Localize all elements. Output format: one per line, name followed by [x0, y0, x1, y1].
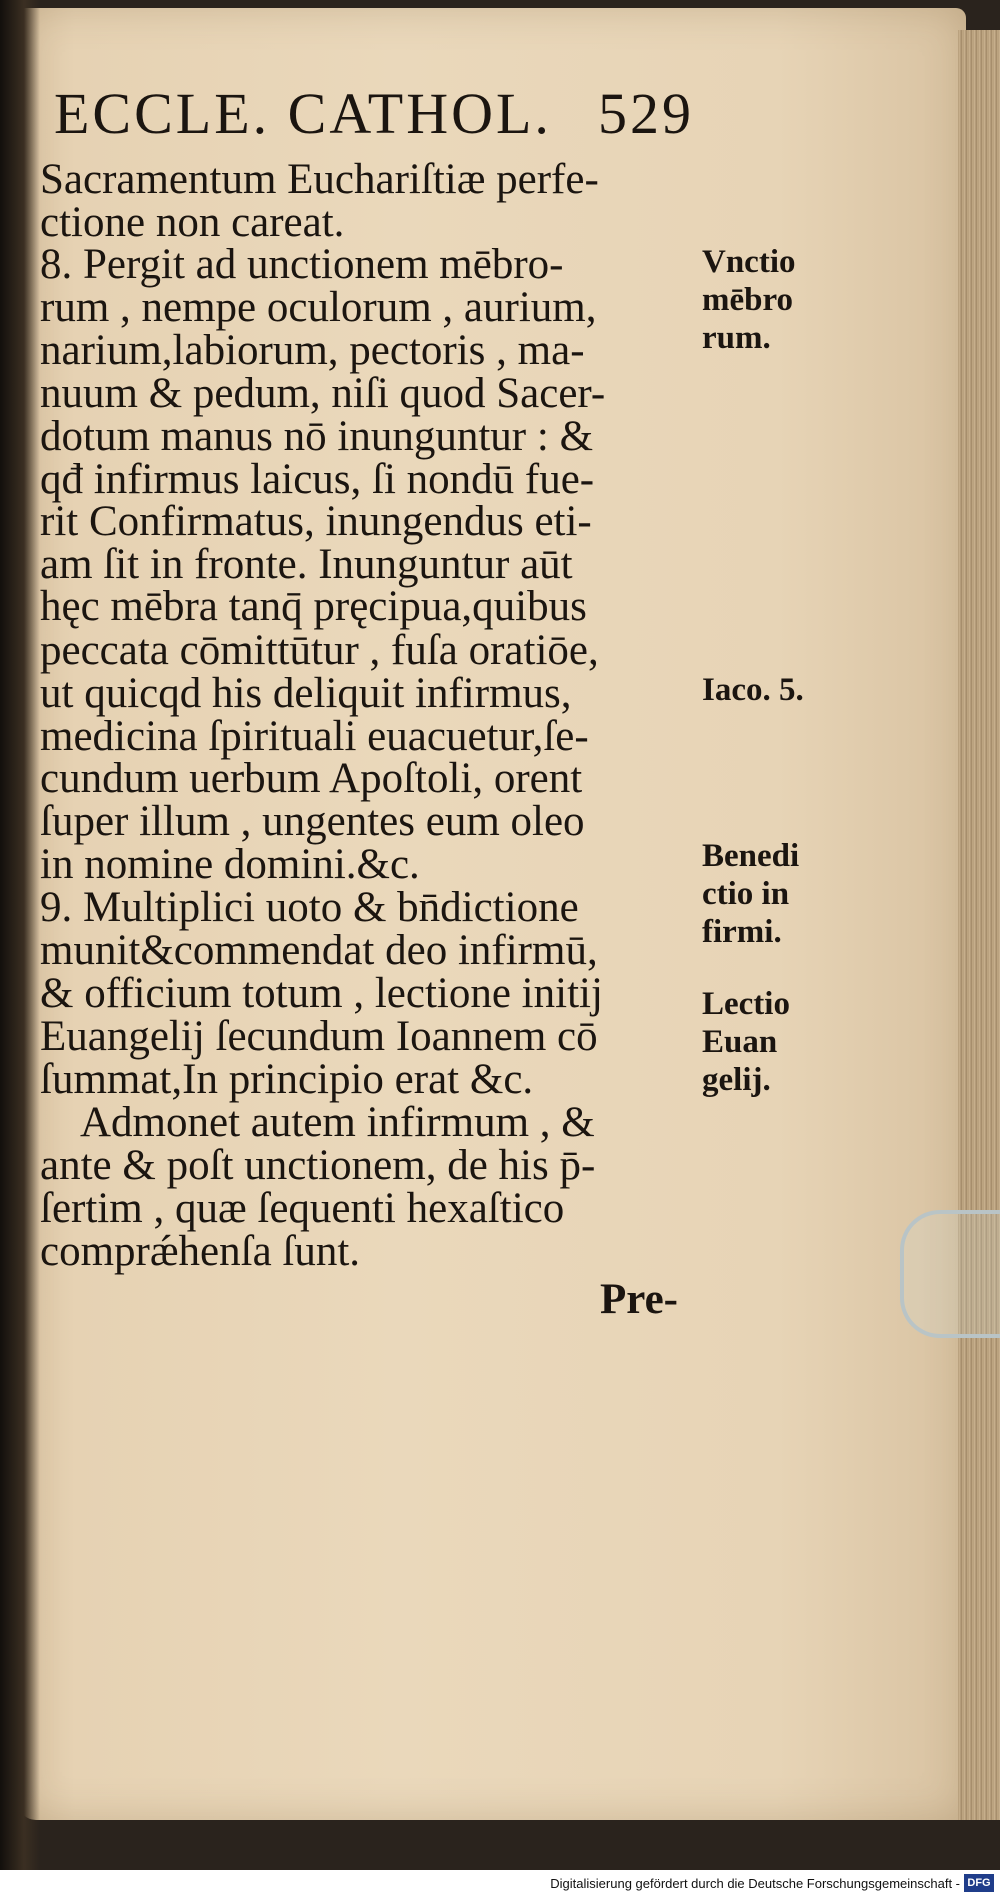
marginal-note: rum.: [702, 320, 771, 356]
dfg-logo: DFG: [964, 1874, 994, 1892]
catchword: Pre-: [600, 1276, 678, 1323]
text-line: ſertim , quæ ſequenti hexaſtico: [40, 1185, 565, 1232]
text-line: munit&commendat deo infirmū,: [40, 927, 598, 974]
marginal-note: firmi.: [702, 914, 782, 950]
marginal-note: ctio in: [702, 876, 790, 912]
text-line: 9. Multiplici uoto & bn̄dictione: [40, 884, 579, 931]
text-line: dotum manus nō inunguntur : &: [40, 413, 594, 460]
text-line: comprǽhenſa ſunt.: [40, 1228, 361, 1275]
marginal-note: Euan: [702, 1024, 778, 1060]
text-line: ante & poſt unctionem, de his p̄-: [40, 1142, 596, 1189]
text-line: Sacramentum Euchariſtiæ perfe-: [40, 156, 599, 203]
text-line: & officium totum , lectione initij: [40, 970, 603, 1017]
text-line: qđ infirmus laicus, ſi nondū fue-: [40, 456, 595, 503]
marginal-note: Iaco. 5.: [702, 672, 804, 708]
marginal-note: gelij.: [702, 1062, 771, 1098]
text-line: Admonet autem infirmum , &: [80, 1099, 595, 1146]
marginal-note: Benedi: [702, 838, 800, 874]
text-line: hęc mēbra tanq̄ pręcipua,quibus: [40, 583, 587, 630]
text-line: ſummat,In principio erat &c.: [40, 1056, 534, 1103]
text-line: nuum & pedum, niſi quod Sacer-: [40, 370, 606, 417]
marginal-note: Vnctio: [702, 244, 796, 280]
text-line: medicina ſpirituali euacuetur,ſe-: [40, 713, 589, 760]
credit-footer: [0, 1870, 1000, 1898]
text-line: 8. Pergit ad unctionem mēbro-: [40, 241, 564, 288]
page-edges: [958, 30, 1000, 1820]
text-line: narium,labiorum, pectoris , ma-: [40, 327, 585, 374]
text-line: peccata cōmittūtur , fuſa oratiōe,: [40, 627, 599, 674]
marginal-note: mēbro: [702, 282, 794, 318]
marginal-note: Lectio: [702, 986, 790, 1022]
book-gutter: [0, 0, 40, 1898]
text-line: cundum uerbum Apoſtoli, orent: [40, 755, 583, 802]
metal-clasp: [900, 1210, 1000, 1338]
text-line: ut quicqd his deliquit infirmus,: [40, 670, 572, 717]
running-head: [54, 80, 694, 147]
page-number: 529: [598, 81, 694, 146]
text-line: rum , nempe oculorum , aurium,: [40, 284, 597, 331]
text-line: in nomine domini.&c.: [40, 841, 420, 888]
text-line: rit Confirmatus, inungendus eti-: [40, 498, 592, 545]
text-line: am ſit in fronte. Inunguntur aūt: [40, 541, 573, 588]
text-line: Euangelij ſecundum Ioannem cō: [40, 1013, 598, 1060]
running-head-title: ECCLE. CATHOL.: [54, 81, 552, 146]
text-line: ſuper illum , ungentes eum oleo: [40, 798, 585, 845]
footer-credit: Digitalisierung gefördert durch die Deutsche Forschungsgemeinschaft -: [550, 1876, 960, 1891]
text-line: ctione non careat.: [40, 199, 345, 246]
